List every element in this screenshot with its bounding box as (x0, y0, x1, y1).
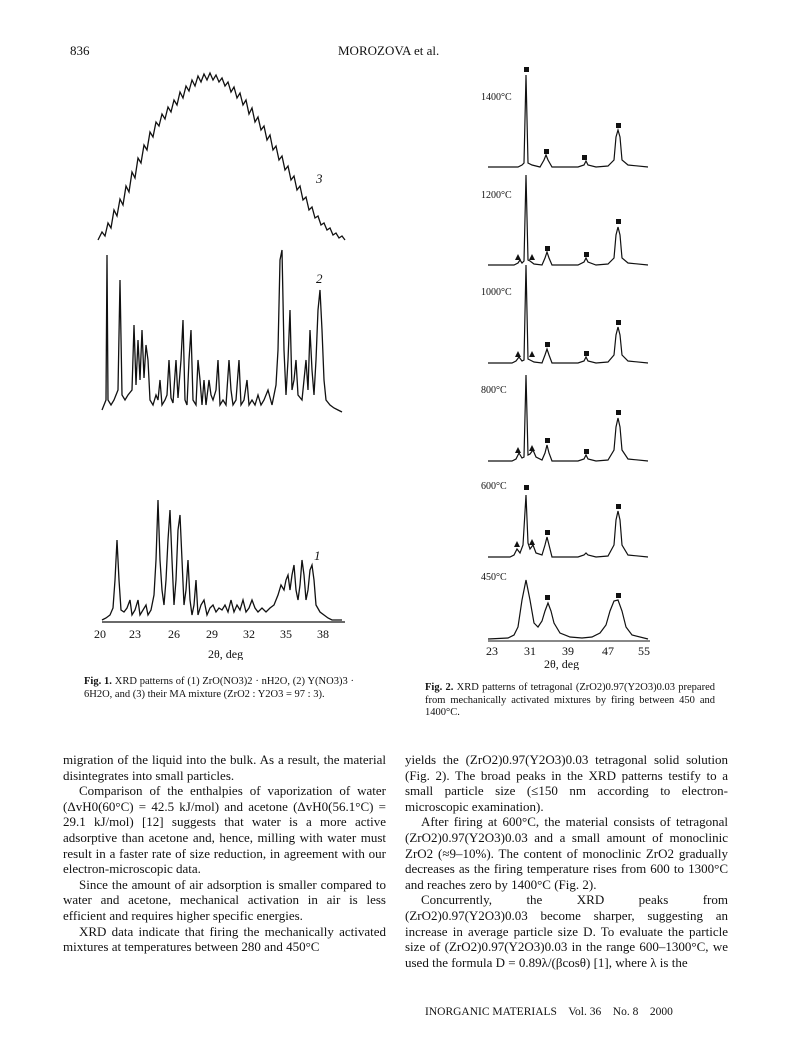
fig1-tick-label: 32 (243, 627, 255, 641)
journal-name: INORGANIC MATERIALS (425, 1006, 557, 1018)
temperature-label: 1000°C (481, 287, 512, 298)
xrd-curve-3 (98, 73, 345, 240)
footer (425, 1006, 673, 1018)
fig1-tick-label: 29 (206, 627, 218, 641)
paragraph: yields the (ZrO2)0.97(Y2O3)0.03 tetragonal solid solution (Fig. 2). The broad peaks in the XRD patterns testify to a small particle size (≤150 nm according to electron-microscopic examination). (405, 752, 728, 814)
temperature-label: 800°C (481, 385, 507, 396)
paragraph: After firing at 600°C, the material consists of tetragonal (ZrO2)0.97(Y2O3)0.03 and a small amount of monoclinic ZrO2 (≈9–10%). The content of monoclinic ZrO2 gradually decreases as the firing temperature rises from 600 to 1300°C and reaches zero by 1400°C (Fig. 2). (405, 814, 728, 892)
body-column-right (405, 752, 728, 970)
fig1-tick-label: 26 (168, 627, 180, 641)
paragraph: XRD data indicate that firing the mechanically activated mixtures at temperatures between 280 and 450°C (63, 923, 386, 955)
figure-2 (478, 55, 678, 670)
paragraph: migration of the liquid into the bulk. As a result, the material disintegrates into small particles. (63, 752, 386, 783)
fig2-tick-label: 55 (638, 644, 650, 658)
fig1-caption-text: XRD patterns of (1) ZrO(NO3)2 · nH2O, (2) Y(NO3)3 · 6H2O, and (3) their MA mixture (ZrO2 : Y2O3 = 97 : 3). (84, 676, 354, 700)
pattern-800 (488, 375, 648, 461)
xrd-curve-1 (102, 500, 342, 620)
temperature-label: 1400°C (481, 92, 512, 103)
paragraph: Since the amount of air adsorption is smaller compared to water and acetone, mechanical activation in air is less efficient and requires higher specific energies. (63, 876, 386, 923)
pattern-450 (488, 580, 648, 639)
pattern-1200 (488, 175, 648, 265)
temperature-label: 1200°C (481, 190, 512, 201)
fig1-caption-label: Fig. 1. (84, 676, 112, 687)
running-title: MOROZOVA et al. (338, 43, 440, 58)
temperature-label: 600°C (481, 481, 507, 492)
fig1-tick-label: 23 (129, 627, 141, 641)
journal-volume: Vol. 36 (568, 1006, 602, 1018)
fig1-tick-label: 38 (317, 627, 329, 641)
fig1-caption (84, 676, 354, 701)
fig2-tick-label: 47 (602, 644, 614, 658)
figure-1 (80, 60, 380, 660)
temperature-label: 450°C (481, 572, 507, 583)
curve-label-3: 3 (316, 171, 323, 186)
fig1-tick-label: 20 (94, 627, 106, 641)
xrd-curve-2 (102, 250, 342, 412)
fig2-tick-label: 23 (486, 644, 498, 658)
fig1-axis-label: 2θ, deg (208, 647, 244, 660)
fig2-axis-label: 2θ, deg (544, 657, 580, 670)
fig2-tick-label: 31 (524, 644, 536, 658)
journal-year: 2000 (649, 1006, 673, 1018)
pattern-600 (488, 495, 648, 557)
fig2-tick-label: 39 (562, 644, 574, 658)
paragraph: Concurrently, the XRD peaks from (ZrO2)0.97(Y2O3)0.03 become sharper, suggesting an increase in average particle size D. To evaluate the particle size of (ZrO2)0.97(Y2O3)0.03 in the range 600–1300°C, we used the formula D = 0.89λ/(βcosθ) [1], where λ is the (405, 892, 728, 970)
fig2-caption-label: Fig. 2. (425, 682, 454, 693)
curve-label-1: 1 (314, 548, 321, 563)
page-number: 836 (70, 43, 90, 58)
curve-label-2: 2 (316, 271, 323, 286)
pattern-1400 (488, 75, 648, 167)
fig2-caption (425, 682, 715, 720)
paragraph: Comparison of the enthalpies of vaporization of water (ΔvH0(60°C) = 42.5 kJ/mol) and acetone (ΔvH0(56.1°C) = 29.1 kJ/mol) [12] suggests that water is a more active adsorptive than acetone and, hence, milling with water must result in a faster rate of size reduction, in agreement with our electron-microscopic data. (63, 783, 386, 877)
pattern-1000 (488, 265, 648, 363)
fig2-caption-text: XRD patterns of tetragonal (ZrO2)0.97(Y2O3)0.03 prepared from mechanically activated mixtures by firing between 450 and 1400°C. (425, 682, 715, 718)
fig1-tick-label: 35 (280, 627, 292, 641)
journal-number: No. 8 (612, 1006, 639, 1018)
body-column-left (63, 752, 386, 955)
